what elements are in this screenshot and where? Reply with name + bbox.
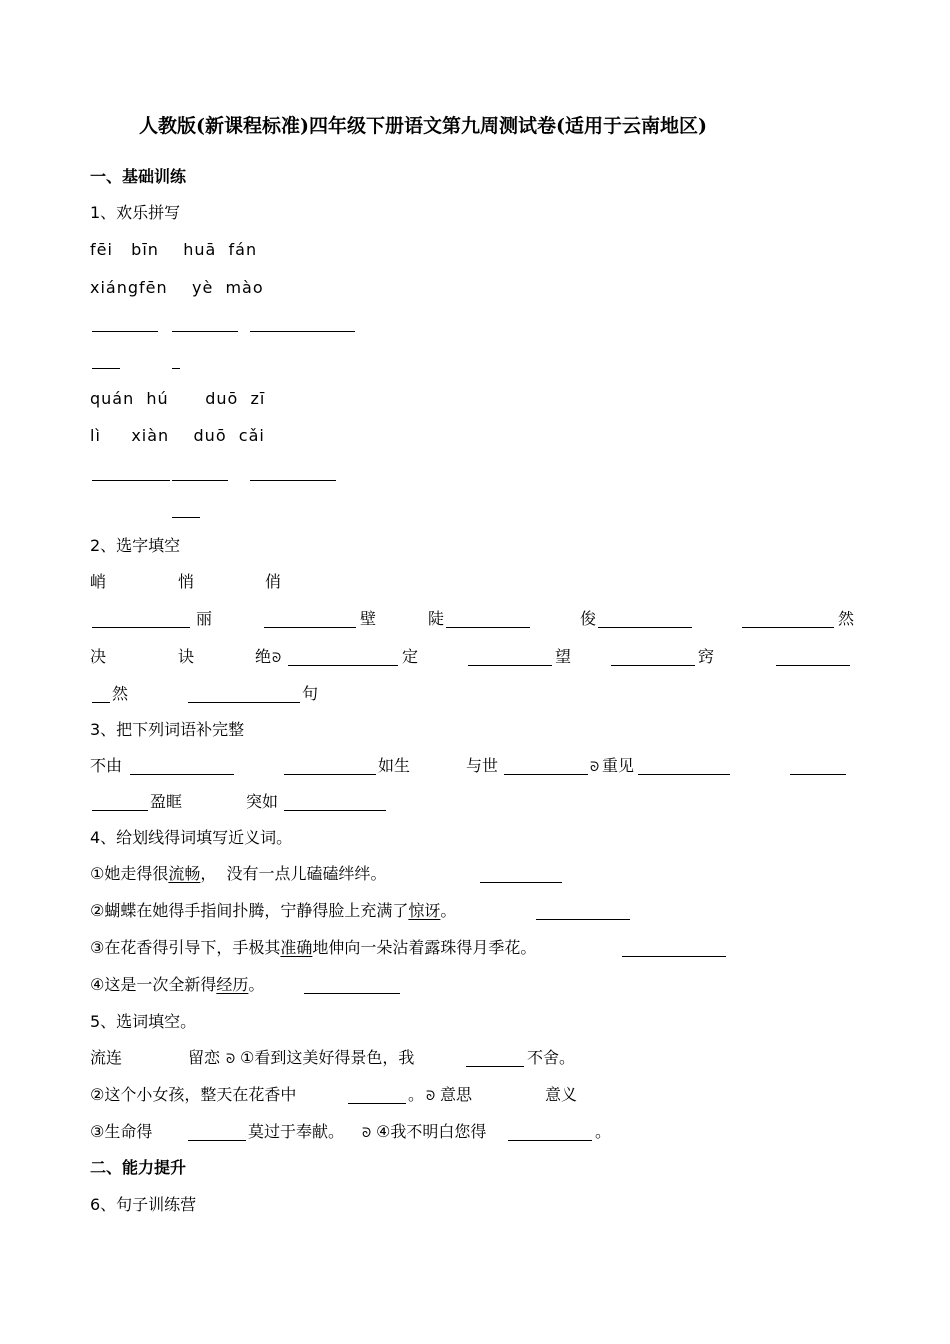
paragraph-mark-icon: ᘐ xyxy=(426,1089,436,1104)
sentence-text: 。 xyxy=(595,1122,612,1141)
sentence-text: 她走得很 xyxy=(104,864,169,883)
answer-blank[interactable] xyxy=(172,331,238,332)
answer-blank[interactable] xyxy=(284,810,386,811)
question-6-title: 6、句子训练营 xyxy=(90,1195,197,1214)
sentence-text: 地伸向一朵沾着露珠得月季花。 xyxy=(312,938,537,957)
answer-blank[interactable] xyxy=(611,665,695,666)
pinyin-row-4: lì xiàn duō cǎi xyxy=(90,426,265,445)
fill-word: 望 xyxy=(555,647,572,666)
answer-blank[interactable] xyxy=(172,517,200,518)
fill-word: 然 xyxy=(838,609,855,628)
answer-blank[interactable] xyxy=(742,627,834,628)
answer-blank[interactable] xyxy=(92,331,158,332)
paragraph-mark-icon: ᘐ xyxy=(272,651,282,666)
underlined-word: 经历 xyxy=(216,975,249,994)
item-number: ① xyxy=(240,1048,255,1067)
idiom-part: 盈眶 xyxy=(150,792,183,811)
answer-blank[interactable] xyxy=(480,882,562,883)
sentence-text: 看到这美好得景色，我 xyxy=(254,1048,415,1067)
sentence-text: 蝴蝶在她得手指间扑腾，宁静得脸上充满了 xyxy=(104,901,409,920)
sentence-text: 这是一次全新得 xyxy=(104,975,217,994)
answer-blank[interactable] xyxy=(348,1103,406,1104)
fill-word: 句 xyxy=(302,684,319,703)
item-number: ② xyxy=(90,1085,105,1104)
answer-blank[interactable] xyxy=(92,702,110,703)
answer-blank[interactable] xyxy=(250,480,336,481)
answer-blank[interactable] xyxy=(776,665,850,666)
item-number: ③ xyxy=(90,938,105,957)
question-1-title: 1、欢乐拼写 xyxy=(90,203,181,222)
answer-blank[interactable] xyxy=(264,627,356,628)
answer-blank[interactable] xyxy=(508,1140,592,1141)
char-option: 诀 xyxy=(178,647,195,666)
answer-blank[interactable] xyxy=(284,774,376,775)
section-heading-ability: 二、能力提升 xyxy=(90,1158,187,1177)
fill-word: 丽 xyxy=(196,609,213,628)
sentence-1 xyxy=(90,864,387,884)
paragraph-mark-icon: ᘐ xyxy=(362,1126,372,1141)
answer-blank[interactable] xyxy=(92,480,170,481)
idiom-part: 突如 xyxy=(246,792,279,811)
idiom-part: 与世 xyxy=(466,756,499,775)
answer-blank[interactable] xyxy=(92,368,120,369)
paragraph-mark-icon: ᘐ xyxy=(226,1052,236,1067)
sentence-text: 莫过于奉献。 xyxy=(248,1122,345,1141)
item-number: ③ xyxy=(90,1122,105,1141)
sentence-text: ， 没有一点儿磕磕绊绊。 xyxy=(200,864,387,883)
answer-blank[interactable] xyxy=(622,956,726,957)
page-title: 人教版(新课程标准)四年级下册语文第九周测试卷(适用于云南地区) xyxy=(139,115,707,137)
item-number: ④ xyxy=(90,975,105,994)
answer-blank[interactable] xyxy=(250,331,355,332)
answer-blank[interactable] xyxy=(468,665,552,666)
answer-blank[interactable] xyxy=(92,810,148,811)
answer-blank[interactable] xyxy=(598,627,692,628)
char-option: 绝 xyxy=(255,647,272,666)
answer-blank[interactable] xyxy=(188,702,300,703)
answer-blank[interactable] xyxy=(288,665,398,666)
pinyin-row-1: fēi bīn huā fán xyxy=(90,240,258,259)
sentence-text: 。 xyxy=(408,1085,425,1104)
item-number: ① xyxy=(90,864,105,883)
answer-blank[interactable] xyxy=(466,1066,524,1067)
fill-sentence-3 xyxy=(90,1122,152,1142)
char-option: 俏 xyxy=(265,572,282,591)
fill-word: 陡 xyxy=(428,609,445,628)
answer-blank[interactable] xyxy=(304,993,400,994)
sentence-text: 这个小女孩，整天在花香中 xyxy=(104,1085,297,1104)
section-heading-basic: 一、基础训练 xyxy=(90,167,187,186)
idiom-part: 重见 xyxy=(602,756,635,775)
sentence-3 xyxy=(90,938,536,958)
sentence-2 xyxy=(90,901,456,921)
underlined-word: 准确 xyxy=(280,938,313,957)
underlined-word: 惊讶 xyxy=(408,901,441,920)
fill-word: 然 xyxy=(112,684,129,703)
idiom-part: 如生 xyxy=(378,756,411,775)
question-4-title: 4、给划线得词填写近义词。 xyxy=(90,828,293,847)
item-number: ④ xyxy=(376,1122,391,1141)
item-number: ② xyxy=(90,901,105,920)
question-3-title: 3、把下列词语补完整 xyxy=(90,720,245,739)
paragraph-mark-icon: ᘐ xyxy=(590,760,600,775)
sentence-text: 在花香得引导下，手极其 xyxy=(104,938,281,957)
char-option: 峭 xyxy=(90,572,107,591)
answer-blank[interactable] xyxy=(172,368,180,369)
answer-blank[interactable] xyxy=(188,1140,246,1141)
sentence-text: 不舍。 xyxy=(527,1048,576,1067)
answer-blank[interactable] xyxy=(446,627,530,628)
word-choice: 意思 xyxy=(440,1085,473,1104)
word-choice: 意义 xyxy=(545,1085,578,1104)
char-option: 决 xyxy=(90,647,107,666)
answer-blank[interactable] xyxy=(638,774,730,775)
answer-blank[interactable] xyxy=(172,480,228,481)
fill-sentence-1 xyxy=(240,1048,414,1068)
fill-word: 窍 xyxy=(698,647,715,666)
answer-blank[interactable] xyxy=(130,774,234,775)
fill-sentence-2 xyxy=(90,1085,296,1105)
question-5-title: 5、选词填空。 xyxy=(90,1012,197,1031)
pinyin-row-2: xiángfēn yè mào xyxy=(90,278,264,297)
word-choice: 流连 xyxy=(90,1048,123,1067)
sentence-text: 。 xyxy=(248,975,265,994)
answer-blank[interactable] xyxy=(92,627,190,628)
answer-blank[interactable] xyxy=(504,774,588,775)
sentence-text: 。 xyxy=(440,901,457,920)
question-2-title: 2、选字填空 xyxy=(90,536,181,555)
char-option: 悄 xyxy=(178,572,195,591)
sentence-text: 我不明白您得 xyxy=(390,1122,487,1141)
fill-sentence-4 xyxy=(376,1122,486,1142)
sentence-4 xyxy=(90,975,264,995)
word-choice: 留恋 xyxy=(188,1048,221,1067)
answer-blank[interactable] xyxy=(790,774,846,775)
sentence-text: 生命得 xyxy=(104,1122,153,1141)
idiom-part: 不由 xyxy=(90,756,123,775)
answer-blank[interactable] xyxy=(536,919,630,920)
fill-word: 俊 xyxy=(580,609,597,628)
fill-word: 壁 xyxy=(360,609,377,628)
fill-word: 定 xyxy=(402,647,419,666)
underlined-word: 流畅 xyxy=(168,864,201,883)
pinyin-row-3: quán hú duō zī xyxy=(90,389,266,408)
